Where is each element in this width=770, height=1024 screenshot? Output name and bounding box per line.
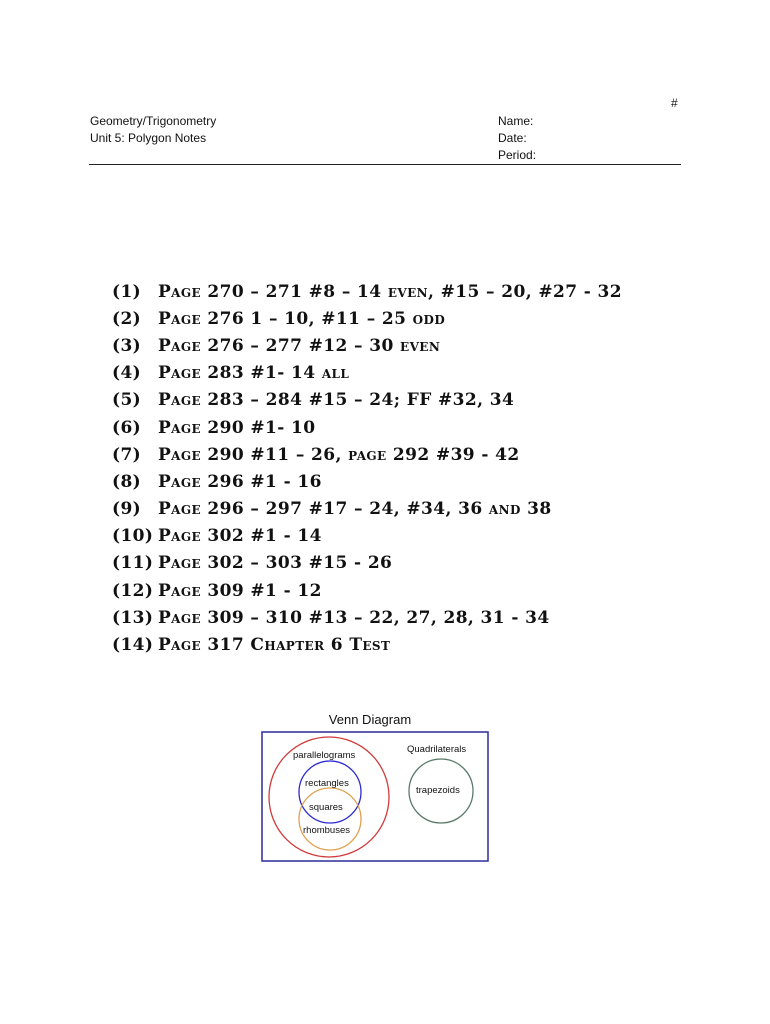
assignment-number: (13) — [112, 607, 154, 628]
quadrilaterals-label: Quadrilaterals — [407, 744, 467, 755]
assignment-item — [112, 441, 622, 468]
assignment-item — [112, 523, 622, 550]
assignment-text: Page 309 – 310 #13 – 22, 27, 28, 31 - 34 — [158, 607, 550, 628]
header-divider — [89, 164, 681, 165]
assignment-item — [112, 414, 622, 441]
assignment-number: (7) — [112, 444, 142, 465]
name-label: Name: — [498, 114, 534, 128]
assignment-number: (9) — [112, 499, 142, 520]
assignment-text: Page 283 – 284 #15 – 24; FF #32, 34 — [158, 390, 515, 411]
period-label: Period: — [498, 148, 537, 162]
assignment-number: (4) — [112, 363, 142, 384]
venn-title: Venn Diagram — [328, 712, 412, 727]
assignment-text: Page 296 – 297 #17 – 24, #34, 36 and 38 — [158, 499, 552, 520]
assignment-text: Page 302 – 303 #15 - 26 — [158, 553, 393, 574]
unit-title: Unit 5: Polygon Notes — [90, 131, 207, 145]
assignment-item — [112, 496, 622, 523]
assignment-number: (14) — [112, 635, 154, 656]
assignment-item — [112, 604, 622, 631]
assignment-number: (11) — [112, 553, 154, 574]
parallelograms-label: parallelograms — [293, 750, 356, 761]
assignment-number: (3) — [112, 335, 142, 356]
assignment-item — [112, 468, 622, 495]
venn-rectangles-circle — [299, 761, 361, 823]
assignment-item — [112, 550, 622, 577]
assignment-item — [112, 577, 622, 604]
course-header — [90, 113, 216, 147]
assignment-number: (12) — [112, 580, 154, 601]
assignment-text: Page 276 – 277 #12 – 30 even — [158, 335, 441, 356]
student-info — [498, 113, 536, 164]
assignment-text: Page 290 #1- 10 — [158, 417, 316, 438]
squares-label: squares — [309, 802, 343, 813]
assignment-list — [112, 278, 622, 659]
assignment-text: Page 283 #1- 14 all — [158, 363, 350, 384]
venn-diagram — [261, 731, 489, 862]
assignment-item — [112, 305, 622, 332]
assignment-text: Page 302 #1 - 14 — [158, 526, 322, 547]
assignment-text: Page 270 – 271 #8 – 14 even, #15 – 20, #27 - 32 — [158, 281, 623, 302]
assignment-item — [112, 278, 622, 305]
assignment-item — [112, 631, 622, 658]
assignment-item — [112, 360, 622, 387]
assignment-number: (2) — [112, 308, 142, 329]
assignment-number: (1) — [112, 281, 142, 302]
assignment-number: (10) — [112, 526, 154, 547]
course-title: Geometry/Trigonometry — [90, 114, 217, 128]
venn-rhombuses-circle — [299, 788, 361, 850]
assignment-number: (5) — [112, 390, 142, 411]
page-number-mark: # — [671, 96, 678, 110]
assignment-text: Page 276 1 – 10, #11 – 25 odd — [158, 308, 446, 329]
assignment-item — [112, 332, 622, 359]
rectangles-label: rectangles — [305, 778, 349, 789]
assignment-number: (8) — [112, 471, 142, 492]
rhombuses-label: rhombuses — [303, 825, 350, 836]
assignment-text: Page 309 #1 - 12 — [158, 580, 322, 601]
date-label: Date: — [498, 131, 527, 145]
trapezoids-label: trapezoids — [416, 785, 460, 796]
assignment-text: Page 296 #1 - 16 — [158, 471, 322, 492]
assignment-number: (6) — [112, 417, 142, 438]
assignment-text: Page 290 #11 – 26, page 292 #39 - 42 — [158, 444, 520, 465]
assignment-text: Page 317 Chapter 6 Test — [158, 635, 391, 656]
assignment-item — [112, 387, 622, 414]
